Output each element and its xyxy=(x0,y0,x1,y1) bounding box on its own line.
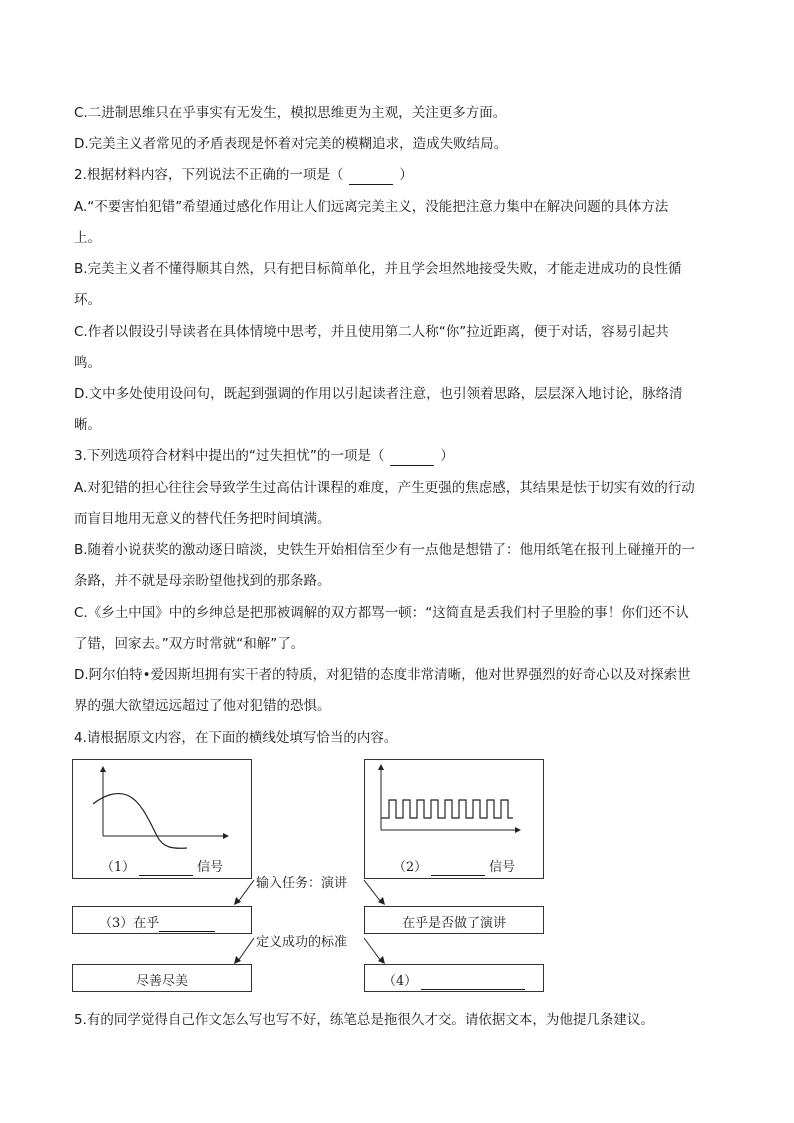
q2-option-d-line2: 晰。 xyxy=(74,417,101,433)
q3-stem-text: 3.下列选项符合材料中提出的“过失担忧”的一项是（ xyxy=(74,448,385,464)
box6-answer-blank[interactable] xyxy=(421,974,525,990)
q3-option-c-line1: C.《乡土中国》中的乡绅总是把那被调解的双方都骂一顿：“这简直是丢我们村子里脸的事！你们还不认 xyxy=(74,605,689,621)
q3-option-d-line1: D.阿尔伯特•爱因斯坦拥有实干者的特质，对犯错的态度非常清晰，他对世界强烈的好奇心以及对探索世 xyxy=(74,667,691,683)
q1-option-c: C.二进制思维只在乎事实有无发生，模拟思维更为主观，关注更多方面。 xyxy=(74,105,507,121)
q4-stem: 4.请根据原文内容，在下面的横线处填写恰当的内容。 xyxy=(74,730,398,746)
digital-signal-label xyxy=(365,856,543,876)
q2-option-d-line1: D.文中多处使用设问句，既起到强调的作用以引起读者注意，也引领着思路，层层深入地讨论，脉络清 xyxy=(74,386,683,402)
box6-prefix: （4） xyxy=(382,974,418,989)
arrow-right-upper xyxy=(364,880,381,902)
input-task-label: 输入任务：演讲 xyxy=(256,876,348,891)
digital-signal-box xyxy=(364,759,544,879)
box1-label-prefix: （1） xyxy=(100,860,136,875)
box3-care-about xyxy=(72,906,252,934)
q2-option-c-line1: C.作者以假设引导读者在具体情境中思考，并且使用第二人称“你”拉近距离，便于对话，容易引起共 xyxy=(74,324,669,340)
q3-answer-blank[interactable] xyxy=(390,447,434,466)
q1-option-d: D.完美主义者常见的矛盾表现是怀着对完美的模糊追求，造成失败结局。 xyxy=(74,136,508,152)
success-standard-label: 定义成功的标准 xyxy=(256,935,348,950)
box3-text xyxy=(73,912,251,932)
arrow-left-upper-head xyxy=(234,897,241,905)
analog-wave xyxy=(93,794,187,849)
q2-answer-blank[interactable] xyxy=(349,166,393,185)
q3-option-c-line2: 了错，回家去。”双方时常就“和解”了。 xyxy=(74,636,305,652)
q3-stem-close: ） xyxy=(440,448,454,464)
box6-answer xyxy=(364,964,544,992)
q3-option-a-line2: 而盲目地用无意义的替代任务把时间填满。 xyxy=(74,511,331,527)
analog-x-arrow xyxy=(223,833,229,839)
q2-option-b-line1: B.完美主义者不懂得顺其自然，只有把目标简单化，并且学会坦然地接受失败，才能走进成功的良性循 xyxy=(74,261,682,277)
arrow-right-lower xyxy=(364,938,381,961)
digital-y-arrow xyxy=(378,764,384,770)
box4-text: 在乎是否做了演讲 xyxy=(401,916,506,931)
q2-option-b-line2: 环。 xyxy=(74,292,101,308)
arrow-left-lower xyxy=(238,938,254,961)
box2-label-prefix: （2） xyxy=(392,860,428,875)
box6-text xyxy=(365,970,543,990)
analog-signal-label xyxy=(73,856,251,876)
digital-x-arrow xyxy=(515,827,521,833)
q2-stem xyxy=(74,166,724,185)
box2-answer-blank[interactable] xyxy=(431,860,485,876)
arrow-left-lower-head xyxy=(234,956,241,964)
q3-option-a-line1: A.对犯错的担心往往会导致学生过高估计课程的难度，产生更强的焦虑感，其结果是怯于切实有效的行动 xyxy=(74,480,695,496)
digital-wave xyxy=(381,800,513,818)
box5-perfection xyxy=(72,964,252,992)
q2-option-a-line1: A.“不要害怕犯错”希望通过感化作用让人们远离完美主义，没能把注意力集中在解决问题的具体方法 xyxy=(74,199,669,215)
q2-stem-text: 2.根据材料内容，下列说法不正确的一项是（ xyxy=(74,167,344,183)
analog-y-arrow xyxy=(100,766,106,772)
arrow-right-upper-head xyxy=(378,897,385,905)
q3-option-b-line2: 条路，并不就是母亲盼望他找到的那条路。 xyxy=(74,573,331,589)
q3-stem xyxy=(74,447,724,466)
box2-label-suffix: 信号 xyxy=(489,860,516,875)
arrow-left-upper xyxy=(238,880,254,902)
arrow-right-lower-head xyxy=(378,956,385,964)
box5-text: 尽善尽美 xyxy=(135,974,188,989)
q2-option-a-line2: 上。 xyxy=(74,230,101,246)
analog-signal-box xyxy=(72,759,252,879)
box3-answer-blank[interactable] xyxy=(159,916,215,932)
q2-stem-close: ） xyxy=(399,167,413,183)
box4-did-speech xyxy=(364,906,544,934)
box3-prefix: （3）在乎 xyxy=(99,916,160,931)
q2-option-c-line2: 鸣。 xyxy=(74,355,101,371)
q5-stem: 5.有的同学觉得自己作文怎么写也写不好，练笔总是拖很久才交。请依据文本，为他提几条建议。 xyxy=(74,1012,654,1028)
box1-answer-blank[interactable] xyxy=(139,860,193,876)
box1-label-suffix: 信号 xyxy=(197,860,224,875)
q3-option-b-line1: B.随着小说获奖的激动逐日暗淡，史铁生开始相信至少有一点他是想错了：他用纸笔在报刊上碰撞开的一 xyxy=(74,542,696,558)
q3-option-d-line2: 界的强大欲望远远超过了他对犯错的恐惧。 xyxy=(74,698,331,714)
